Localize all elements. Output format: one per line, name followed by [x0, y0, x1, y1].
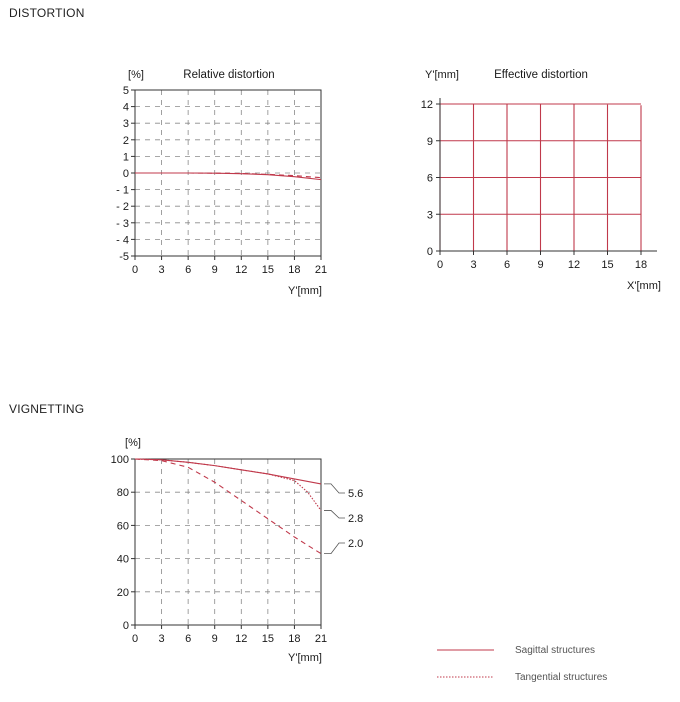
y-axis-label: Y'[mm]: [425, 69, 459, 81]
y-tick-label: 0: [122, 168, 129, 180]
y-axis-label: [%]: [128, 69, 144, 81]
y-tick-label: 12: [420, 99, 433, 111]
x-tick-label: 3: [158, 633, 165, 645]
x-tick-label: 3: [158, 264, 165, 276]
y-tick-label: 0: [426, 246, 433, 258]
series-line: [135, 173, 321, 180]
x-tick-label: 6: [185, 633, 192, 645]
y-tick-label: - 4: [116, 234, 129, 247]
y-tick-label: 9: [426, 135, 433, 148]
y-tick-label: 1: [122, 151, 129, 164]
chart-title: Effective distortion: [494, 69, 588, 81]
x-tick-label: 15: [261, 264, 274, 276]
series-label-leader: [324, 510, 345, 518]
x-tick-label: 12: [235, 264, 248, 276]
x-tick-label: 15: [601, 259, 614, 271]
y-tick-label: 5: [122, 85, 129, 97]
x-tick-label: 9: [537, 259, 544, 271]
x-tick-label: 9: [211, 264, 218, 276]
effective-distortion-chart: [421, 69, 661, 292]
series-line-2-8: [135, 459, 321, 510]
x-tick-label: 18: [288, 264, 301, 276]
y-tick-label: 60: [116, 520, 129, 533]
legend-label: Sagittal structures: [515, 645, 596, 656]
legend-label: Tangential structures: [515, 672, 608, 683]
series-end-label: 2.0: [348, 538, 364, 550]
vignetting-heading: VIGNETTING: [9, 402, 85, 416]
series-end-label: 2.8: [348, 513, 364, 525]
y-tick-label: 6: [426, 172, 433, 185]
relative-distortion-chart: [116, 69, 327, 297]
y-tick-label: -5: [119, 251, 129, 263]
series-line-2-0: [135, 459, 321, 554]
x-tick-label: 9: [211, 633, 218, 645]
x-axis-label: Y'[mm]: [288, 285, 322, 297]
y-tick-label: - 2: [116, 201, 129, 214]
chart-title: Relative distortion: [183, 69, 275, 81]
y-tick-label: 100: [110, 454, 129, 466]
x-tick-label: 12: [235, 633, 248, 645]
y-tick-label: 4: [122, 101, 129, 114]
y-tick-label: 3: [122, 118, 129, 131]
x-tick-label: 6: [185, 264, 192, 276]
x-tick-label: 3: [470, 259, 477, 271]
x-tick-label: 21: [314, 264, 328, 276]
y-tick-label: 40: [116, 553, 129, 566]
y-tick-label: 3: [426, 209, 433, 222]
vignetting-chart: [111, 437, 364, 664]
x-tick-label: 6: [503, 259, 511, 271]
x-tick-label: 0: [436, 259, 444, 271]
x-axis-label: Y'[mm]: [288, 652, 322, 664]
series-label-leader: [324, 543, 345, 554]
y-axis-label: [%]: [125, 437, 141, 449]
x-tick-label: 18: [288, 633, 301, 645]
plot-frame: [135, 459, 321, 625]
x-tick-label: 0: [131, 264, 139, 276]
y-tick-label: - 1: [116, 184, 129, 197]
y-tick-label: 80: [116, 487, 129, 500]
x-tick-label: 15: [261, 633, 274, 645]
x-tick-label: 18: [634, 259, 648, 271]
series-label-leader: [324, 484, 345, 493]
series-end-label: 5.6: [348, 488, 364, 500]
legend: [437, 645, 607, 683]
x-axis-label: X'[mm]: [627, 280, 661, 292]
distortion-heading: DISTORTION: [9, 6, 85, 20]
x-tick-label: 21: [314, 633, 328, 645]
x-tick-label: 0: [131, 633, 139, 645]
y-tick-label: 0: [122, 620, 129, 632]
y-tick-label: - 3: [116, 217, 129, 230]
y-tick-label: 20: [116, 586, 129, 599]
x-tick-label: 12: [567, 259, 581, 271]
y-tick-label: 2: [122, 134, 129, 147]
